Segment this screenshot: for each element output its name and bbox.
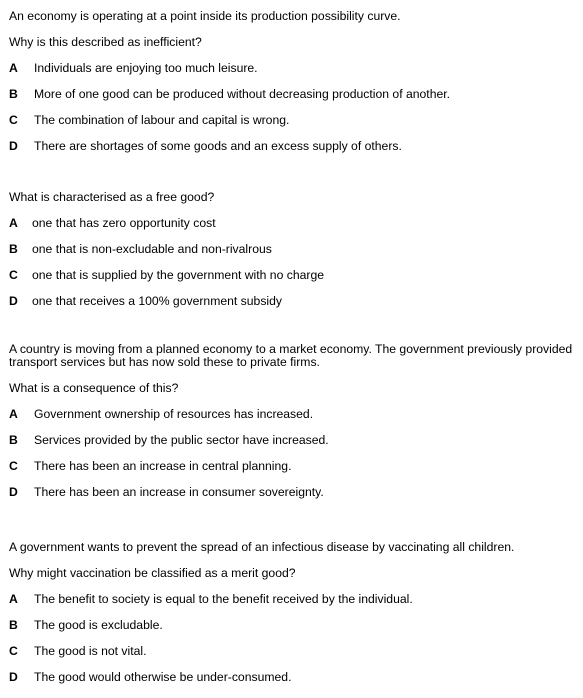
question-stem: A country is moving from a planned economy to a market economy. The government previously provided transport services but has now sold these to private firms. — [9, 342, 573, 369]
question-stem: An economy is operating at a point inside its production possibility curve. — [9, 9, 401, 23]
option-text: The good is not vital. — [34, 644, 147, 658]
option-c — [9, 459, 583, 473]
option-a — [9, 592, 583, 606]
option-text: There are shortages of some goods and an excess supply of others. — [34, 139, 402, 153]
option-d — [9, 294, 583, 308]
question-stem: What is characterised as a free good? — [9, 190, 215, 204]
option-text: There has been an increase in consumer sovereignty. — [34, 485, 324, 499]
option-d — [9, 670, 583, 684]
option-letter: C — [9, 268, 18, 282]
question-prompt: What is a consequence of this? — [9, 381, 179, 395]
option-letter: B — [9, 242, 18, 256]
option-text: one that is supplied by the government with no charge — [32, 268, 325, 282]
option-text: Individuals are enjoying too much leisure. — [34, 61, 258, 75]
option-a — [9, 61, 583, 75]
option-letter: D — [9, 670, 18, 684]
option-letter: D — [9, 139, 18, 153]
option-d — [9, 139, 583, 153]
option-b — [9, 242, 583, 256]
option-letter: A — [9, 407, 18, 421]
option-b — [9, 87, 583, 101]
option-letter: A — [9, 592, 18, 606]
option-c — [9, 644, 583, 658]
option-letter: A — [9, 61, 18, 75]
question-stem: A government wants to prevent the spread of an infectious disease by vaccinating all children. — [9, 540, 515, 554]
option-b — [9, 618, 583, 632]
option-letter: B — [9, 433, 18, 447]
option-letter: B — [9, 618, 18, 632]
question-3 — [9, 343, 583, 499]
option-text: Government ownership of resources has increased. — [34, 407, 314, 421]
option-text: More of one good can be produced without decreasing production of another. — [34, 87, 451, 101]
option-letter: D — [9, 294, 18, 308]
option-text: The combination of labour and capital is wrong. — [34, 113, 290, 127]
option-b — [9, 433, 583, 447]
option-text: one that receives a 100% government subsidy — [32, 294, 282, 308]
option-text: Services provided by the public sector have increased. — [34, 433, 329, 447]
option-a — [9, 216, 583, 230]
question-1 — [9, 9, 583, 153]
option-text: The good would otherwise be under-consumed. — [34, 670, 292, 684]
option-letter: A — [9, 216, 18, 230]
question-4 — [9, 540, 583, 684]
option-d — [9, 485, 583, 499]
option-text: one that is non-excludable and non-rivalrous — [32, 242, 272, 256]
option-text: one that has zero opportunity cost — [32, 216, 216, 230]
question-prompt: Why might vaccination be classified as a merit good? — [9, 566, 296, 580]
question-prompt: Why is this described as inefficient? — [9, 35, 202, 49]
option-letter: B — [9, 87, 18, 101]
option-c — [9, 113, 583, 127]
option-letter: C — [9, 113, 18, 127]
option-text: The good is excludable. — [34, 618, 163, 632]
option-text: There has been an increase in central planning. — [34, 459, 292, 473]
option-letter: C — [9, 644, 18, 658]
option-letter: D — [9, 485, 18, 499]
option-c — [9, 268, 583, 282]
question-2 — [9, 190, 583, 308]
option-text: The benefit to society is equal to the benefit received by the individual. — [34, 592, 413, 606]
option-a — [9, 407, 583, 421]
option-letter: C — [9, 459, 18, 473]
